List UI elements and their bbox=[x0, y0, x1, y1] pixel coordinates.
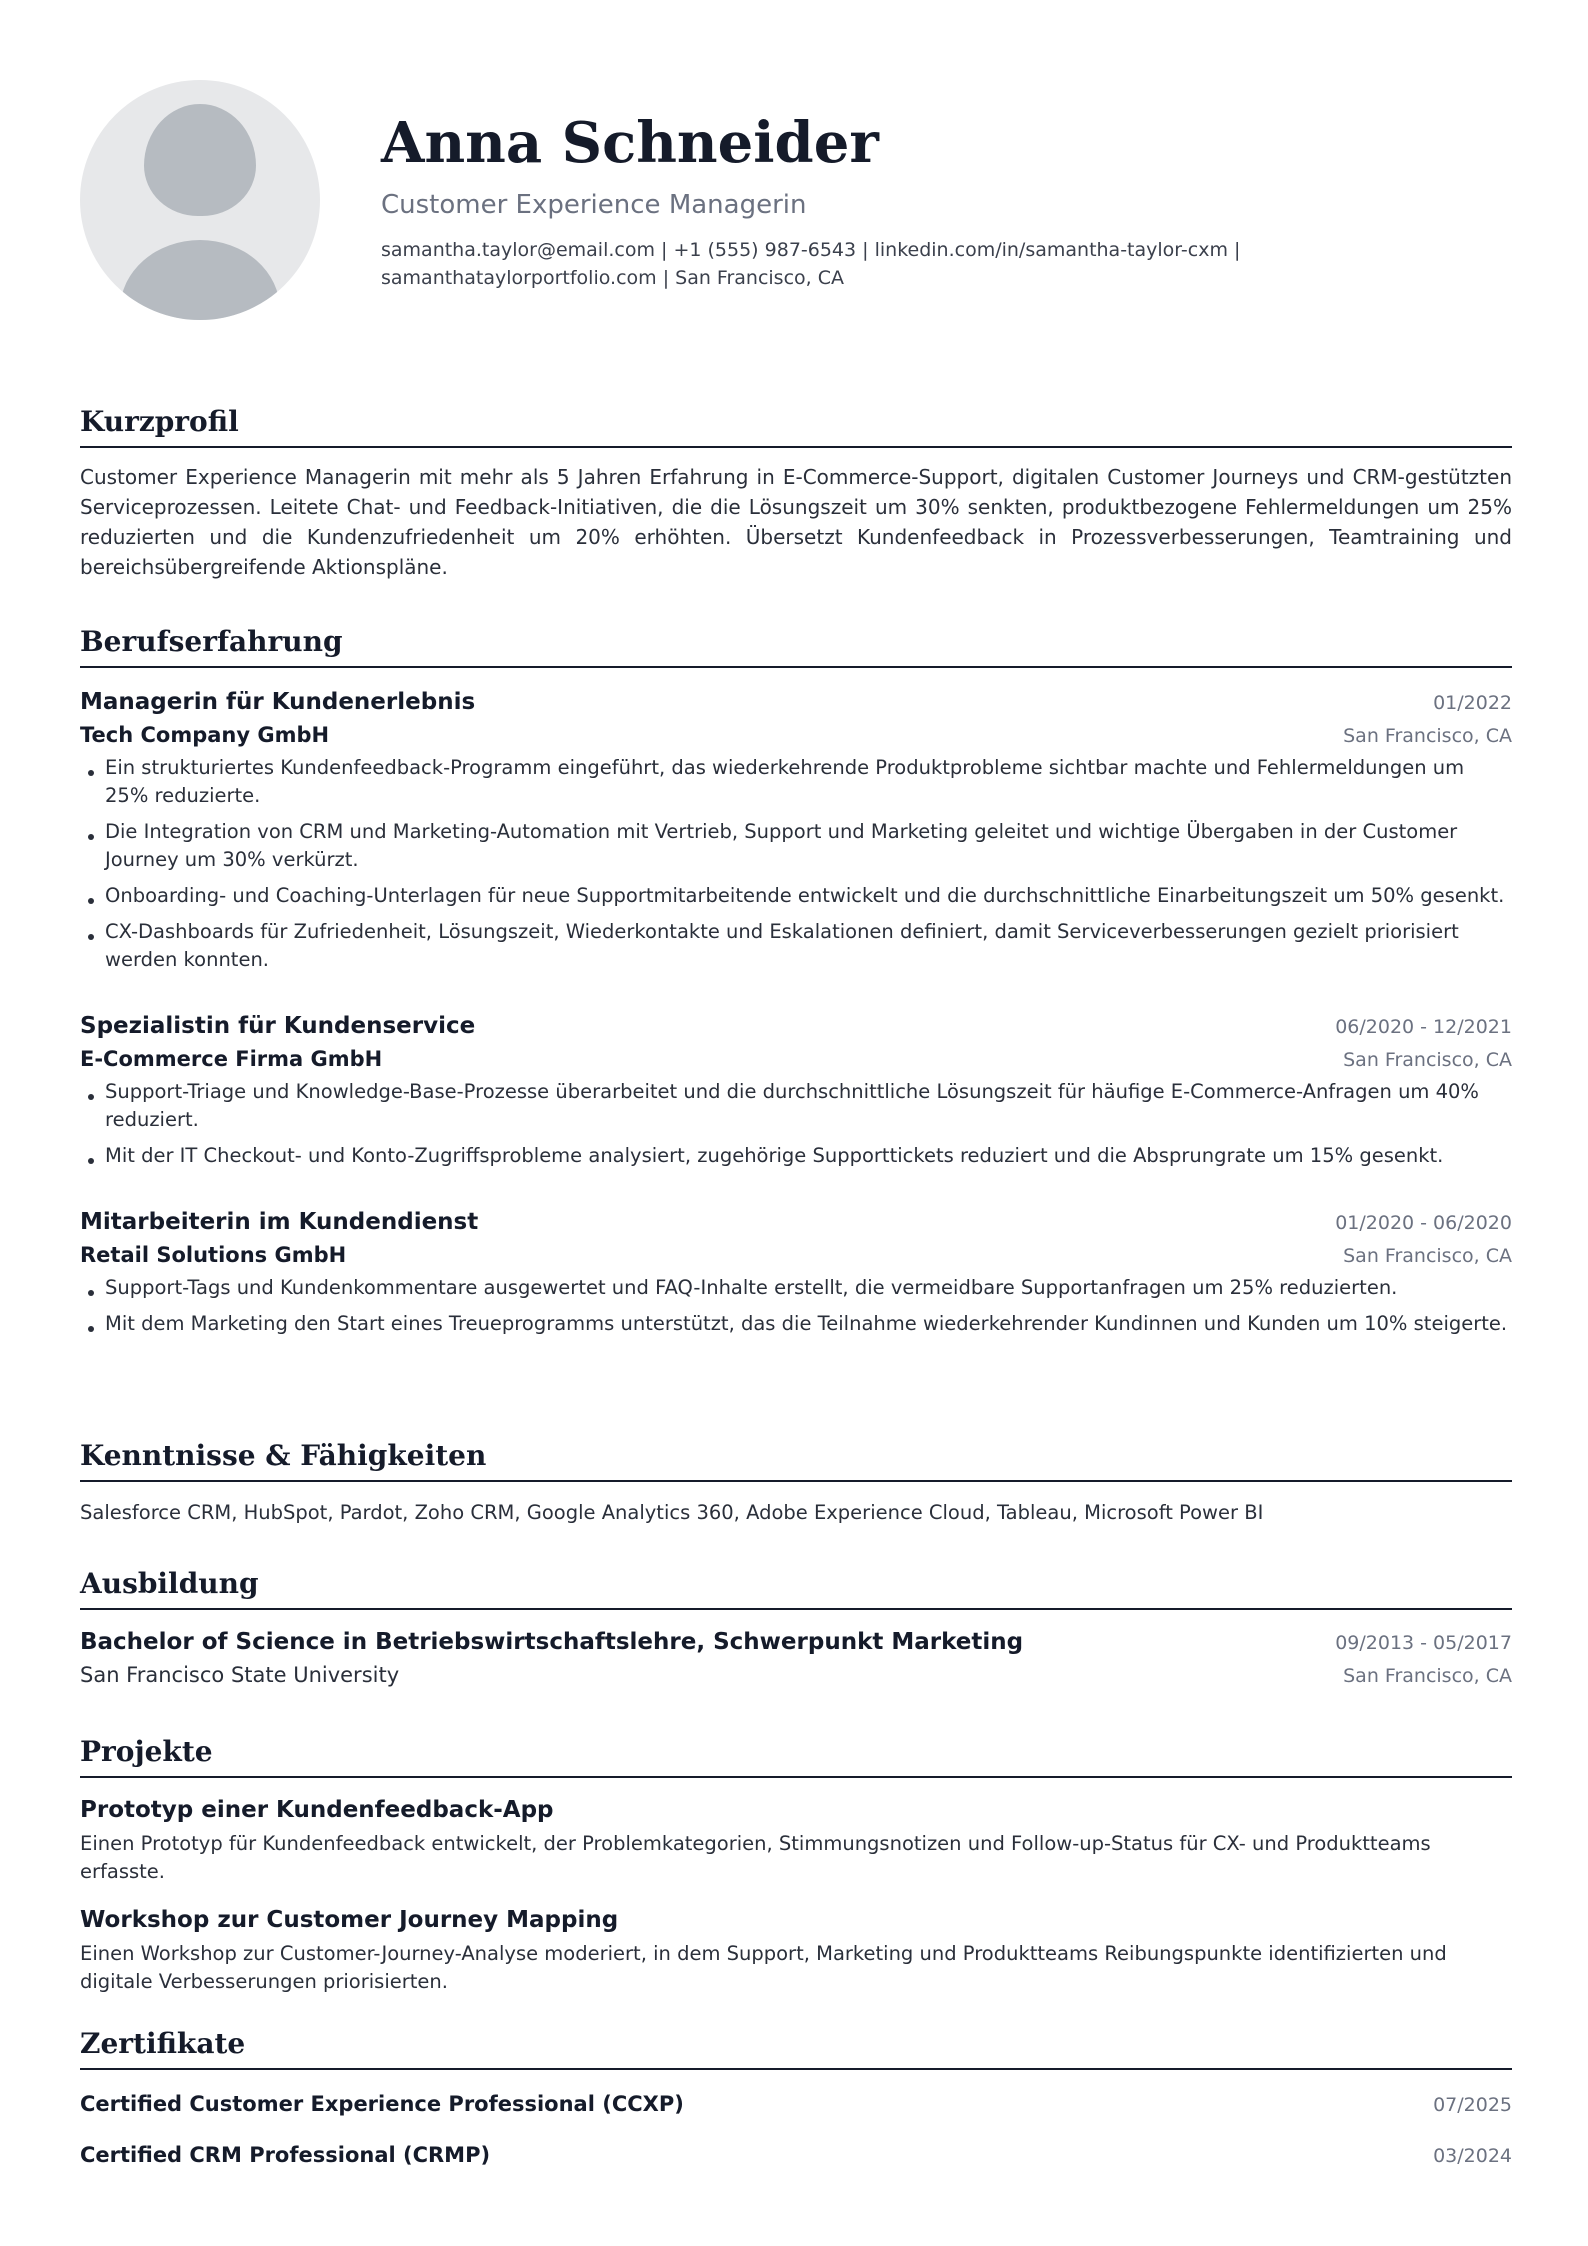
avatar-body bbox=[120, 240, 280, 320]
contact-line: samantha.taylor@email.com | +1 (555) 987-6543 | linkedin.com/in/samantha-taylor-cxm | samanthataylorportfolio.com | San Francisco, CA bbox=[381, 239, 1241, 289]
project-description: Einen Workshop zur Customer-Journey-Analyse moderiert, in dem Support, Marketing und Produktteams Reibungspunkte identifizierten und digitale Verbesserungen priorisierten. bbox=[80, 1942, 1447, 1993]
section-title-profile: Kurzprofil bbox=[80, 404, 1512, 448]
certificate-date: 07/2025 bbox=[1433, 2094, 1512, 2116]
project-title: Prototyp einer Kundenfeedback-App bbox=[80, 1797, 554, 1823]
job-company: E-Commerce Firma GmbH bbox=[80, 1047, 383, 1071]
project-description: Einen Prototyp für Kundenfeedback entwickelt, der Problemkategorien, Stimmungsnotizen und Follow-up-Status für CX- und Produktteams erfasste. bbox=[80, 1832, 1431, 1883]
section-certificates bbox=[80, 2026, 1512, 2172]
school-name: San Francisco State University bbox=[80, 1663, 400, 1687]
avatar-head bbox=[144, 104, 256, 216]
certificate-name: Certified Customer Experience Professional (CCXP) bbox=[80, 2092, 684, 2116]
job-location: San Francisco, CA bbox=[1343, 1049, 1512, 1071]
project-entry bbox=[80, 1794, 1512, 1886]
header-text bbox=[381, 108, 1512, 292]
job-entry bbox=[80, 1010, 1512, 1170]
job-title: Mitarbeiterin im Kundendienst bbox=[80, 1209, 479, 1235]
section-profile bbox=[80, 404, 1512, 582]
degree-title: Bachelor of Science in Betriebswirtschaftslehre, Schwerpunkt Marketing bbox=[80, 1629, 1024, 1655]
project-title: Workshop zur Customer Journey Mapping bbox=[80, 1907, 619, 1933]
certificate-item bbox=[80, 2139, 1512, 2172]
avatar-placeholder-icon bbox=[80, 80, 320, 320]
job-location: San Francisco, CA bbox=[1343, 1245, 1512, 1267]
section-title-projects: Projekte bbox=[80, 1734, 1512, 1778]
job-role: Customer Experience Managerin bbox=[381, 190, 807, 220]
job-entry bbox=[80, 1206, 1512, 1338]
job-bullets bbox=[80, 1078, 1512, 1170]
job-company: Retail Solutions GmbH bbox=[80, 1243, 347, 1267]
job-date: 01/2020 - 06/2020 bbox=[1335, 1212, 1512, 1234]
job-bullets bbox=[80, 1274, 1512, 1338]
certificate-date: 03/2024 bbox=[1433, 2145, 1512, 2167]
certificate-name: Certified CRM Professional (CRMP) bbox=[80, 2143, 491, 2167]
education-entry bbox=[80, 1626, 1512, 1692]
job-bullet: Mit der IT Checkout- und Konto-Zugriffsprobleme analysiert, zugehörige Supporttickets reduziert und die Absprungrate um 15% gesenkt. bbox=[80, 1142, 1512, 1170]
section-title-education: Ausbildung bbox=[80, 1566, 1512, 1610]
section-education bbox=[80, 1566, 1512, 1692]
profile-text: Customer Experience Managerin mit mehr als 5 Jahren Erfahrung in E-Commerce-Support, digitalen Customer Journeys und CRM-gestützten Serviceprozessen. Leitete Chat- und Feedback-Initiativen, die die Lösungszeit um 30% senkten, produktbezogene Fehlermeldungen um 25% reduzierten und die Kundenzufriedenheit um 20% erhöhten. Übersetzt Kundenfeedback in Prozessverbesserungen, Teamtraining und bereichsübergreifende Aktionspläne. bbox=[80, 465, 1512, 579]
job-bullet: Support-Tags und Kundenkommentare ausgewertet und FAQ-Inhalte erstellt, die vermeidbare Supportanfragen um 25% reduzierten. bbox=[80, 1274, 1512, 1302]
full-name: Anna Schneider bbox=[381, 110, 879, 176]
job-title: Managerin für Kundenerlebnis bbox=[80, 689, 476, 715]
job-bullet: CX-Dashboards für Zufriedenheit, Lösungszeit, Wiederkontakte und Eskalationen definiert, damit Serviceverbesserungen gezielt priorisiert werden konnten. bbox=[80, 918, 1512, 974]
resume-page bbox=[80, 0, 1512, 2167]
section-title-skills: Kenntnisse & Fähigkeiten bbox=[80, 1438, 1512, 1482]
job-bullet: Die Integration von CRM und Marketing-Automation mit Vertrieb, Support und Marketing geleitet und wichtige Übergaben in der Customer Journey um 30% verkürzt. bbox=[80, 818, 1512, 874]
section-projects bbox=[80, 1734, 1512, 1996]
job-bullet: Onboarding- und Coaching-Unterlagen für neue Supportmitarbeitende entwickelt und die durchschnittliche Einarbeitungszeit um 50% gesenkt. bbox=[80, 882, 1512, 910]
section-experience bbox=[80, 624, 1512, 1346]
skills-list: Salesforce CRM, HubSpot, Pardot, Zoho CRM, Google Analytics 360, Adobe Experience Cloud, Tableau, Microsoft Power BI bbox=[80, 1501, 1264, 1524]
resume-header bbox=[80, 0, 1512, 360]
job-entry bbox=[80, 686, 1512, 974]
section-title-experience: Berufserfahrung bbox=[80, 624, 1512, 668]
job-title: Spezialistin für Kundenservice bbox=[80, 1013, 476, 1039]
education-location: San Francisco, CA bbox=[1343, 1665, 1512, 1687]
job-bullet: Mit dem Marketing den Start eines Treueprogramms unterstützt, das die Teilnahme wiederkehrender Kundinnen und Kunden um 10% steigerte. bbox=[80, 1310, 1512, 1338]
job-bullet: Ein strukturiertes Kundenfeedback-Programm eingeführt, das wiederkehrende Produktprobleme sichtbar machte und Fehlermeldungen um 25% reduzierte. bbox=[80, 754, 1512, 810]
job-date: 06/2020 - 12/2021 bbox=[1335, 1016, 1512, 1038]
job-location: San Francisco, CA bbox=[1343, 725, 1512, 747]
education-date: 09/2013 - 05/2017 bbox=[1335, 1632, 1512, 1654]
job-company: Tech Company GmbH bbox=[80, 723, 330, 747]
project-entry bbox=[80, 1904, 1512, 1996]
certificate-item bbox=[80, 2088, 1512, 2121]
job-date: 01/2022 bbox=[1433, 692, 1512, 714]
job-bullets bbox=[80, 754, 1512, 974]
section-title-certificates: Zertifikate bbox=[80, 2026, 1512, 2070]
job-bullet: Support-Triage und Knowledge-Base-Prozesse überarbeitet und die durchschnittliche Lösungszeit für häufige E-Commerce-Anfragen um 40% reduziert. bbox=[80, 1078, 1512, 1134]
section-skills bbox=[80, 1438, 1512, 1528]
